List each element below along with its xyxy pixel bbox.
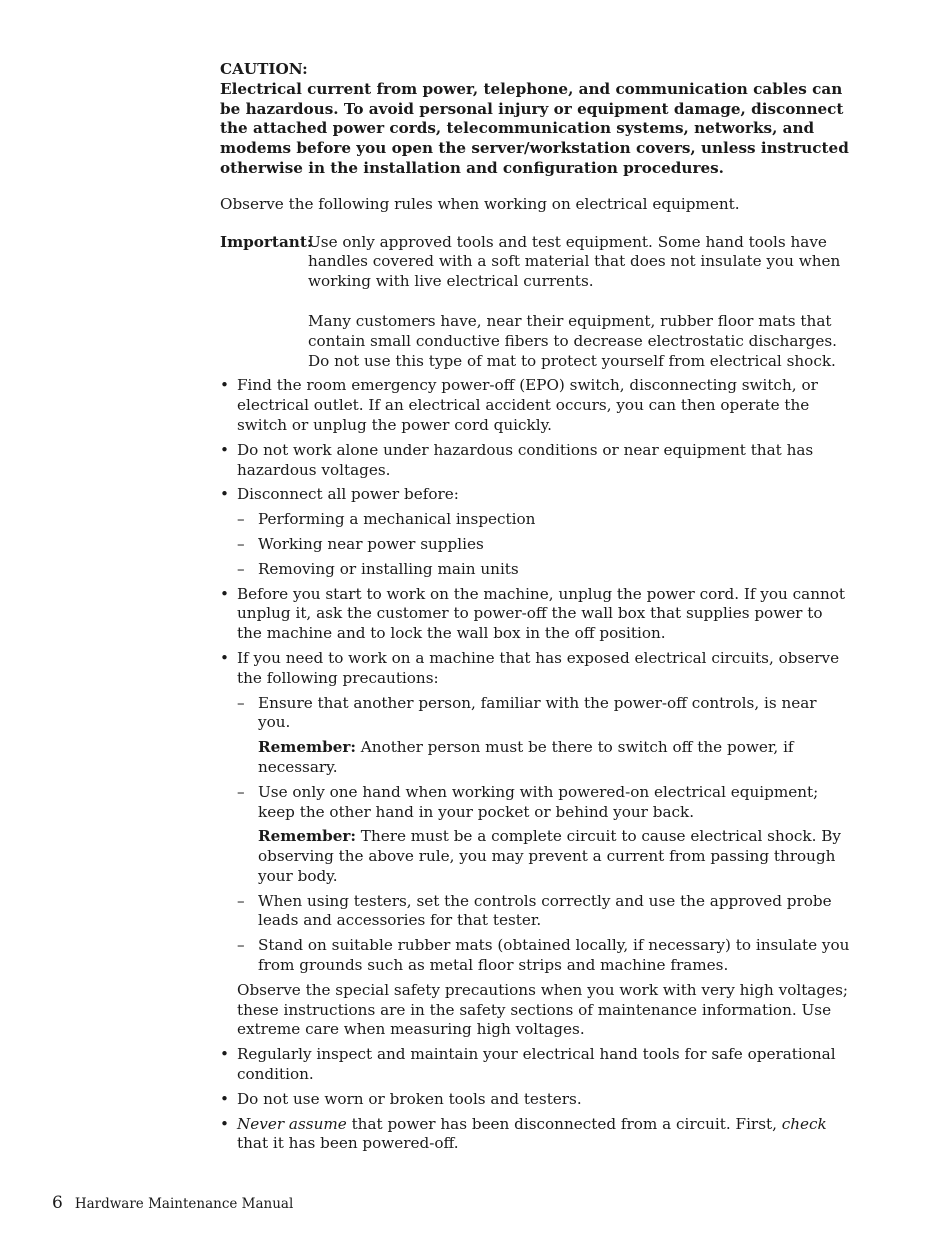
list-item bbox=[220, 441, 850, 481]
sub-list-item: – When using testers, set the controls correctly and use the approved probe leads and accessories for that tester. bbox=[237, 892, 850, 932]
emphasis-never-assume: Never assume bbox=[237, 1114, 347, 1133]
sub-list-item: – Performing a mechanical inspection bbox=[237, 510, 850, 530]
sub-list-item bbox=[237, 783, 850, 887]
list-item-text: that it has been powered-off. bbox=[237, 1134, 459, 1153]
important-body bbox=[308, 233, 850, 372]
list-item bbox=[220, 485, 850, 579]
high-voltage-note: Observe the special safety precautions when you work with very high voltages; these instructions are in the safety sections of maintenance information. Use extreme care when measuring high voltages. bbox=[237, 980, 848, 1039]
caution-heading: CAUTION: bbox=[220, 60, 308, 78]
list-item-text: Disconnect all power before: bbox=[237, 485, 459, 504]
page-content bbox=[220, 60, 850, 1154]
page-number: 6 bbox=[52, 1193, 63, 1213]
sub-list-item: – Working near power supplies bbox=[237, 535, 850, 555]
list-item bbox=[220, 376, 850, 435]
sub-list bbox=[237, 694, 850, 976]
remember-text: Another person must be there to switch off the power, if necessary. bbox=[258, 738, 794, 776]
remember-note bbox=[258, 738, 850, 778]
list-item bbox=[220, 585, 850, 644]
list-item-text: Regularly inspect and maintain your electrical hand tools for safe operational condition. bbox=[237, 1045, 836, 1084]
list-item-text: Before you start to work on the machine, unplug the power cord. If you cannot unplug it, ask the customer to power-off the wall box that supplies power to the machine and to lock the wall box in the off position. bbox=[237, 584, 846, 643]
list-item bbox=[220, 1045, 850, 1085]
list-item-text: that power has been disconnected from a circuit. First, bbox=[346, 1114, 782, 1133]
important-note bbox=[220, 233, 850, 372]
remember-label: Remember: bbox=[258, 827, 356, 846]
list-item-text: Do not use worn or broken tools and testers. bbox=[237, 1089, 582, 1108]
remember-text: There must be a complete circuit to cause electrical shock. By observing the above rule, you may prevent a current from passing through your body. bbox=[258, 827, 842, 885]
remember-label: Remember: bbox=[258, 738, 356, 757]
list-item-text: Find the room emergency power-off (EPO) switch, disconnecting switch, or electrical outlet. If an electrical accident occurs, you can then operate the switch or unplug the power cord quickly. bbox=[237, 376, 818, 434]
list-item bbox=[220, 1115, 850, 1155]
important-paragraph-1: Use only approved tools and test equipment. Some hand tools have handles covered with a soft material that does not insulate you when working with live electrical currents. bbox=[308, 232, 841, 291]
sub-list-item bbox=[237, 694, 850, 778]
sub-list-item: – Removing or installing main units bbox=[237, 560, 850, 580]
important-paragraph-2: Many customers have, near their equipment, rubber floor mats that contain small conductive fibers to decrease electrostatic discharges. Do not use this type of mat to protect yourself from electrical shock. bbox=[308, 311, 837, 370]
sub-list bbox=[237, 510, 850, 579]
sub-list-item-text: – Ensure that another person, familiar with the power-off controls, is near you. bbox=[258, 693, 817, 732]
manual-title: Hardware Maintenance Manual bbox=[74, 1196, 294, 1212]
remember-note bbox=[258, 827, 850, 886]
emphasis-check: check bbox=[781, 1114, 827, 1133]
rules-list bbox=[220, 376, 850, 1154]
important-label: Important: bbox=[220, 232, 313, 251]
intro-paragraph: Observe the following rules when working on electrical equipment. bbox=[220, 194, 740, 213]
sub-list-item: – Stand on suitable rubber mats (obtained locally, if necessary) to insulate you from grounds such as metal floor strips and machine frames. bbox=[237, 936, 850, 976]
list-item bbox=[220, 649, 850, 1040]
list-item bbox=[220, 1090, 850, 1110]
list-item-text: If you need to work on a machine that has exposed electrical circuits, observe the following precautions: bbox=[237, 648, 840, 687]
page-footer bbox=[52, 1194, 293, 1213]
caution-text: Electrical current from power, telephone, and communication cables can be hazardous. To avoid personal injury or equipment damage, disconnect the attached power cords, telecommunication systems, networks, and modems before you open the server/workstation covers, unless instructed otherwise in the installation and configuration procedures. bbox=[220, 79, 849, 177]
list-item-text: Do not work alone under hazardous conditions or near equipment that has hazardous voltages. bbox=[237, 440, 814, 479]
sub-list-item-text: – Use only one hand when working with powered-on electrical equipment; keep the other hand in your pocket or behind your back. bbox=[258, 782, 819, 821]
